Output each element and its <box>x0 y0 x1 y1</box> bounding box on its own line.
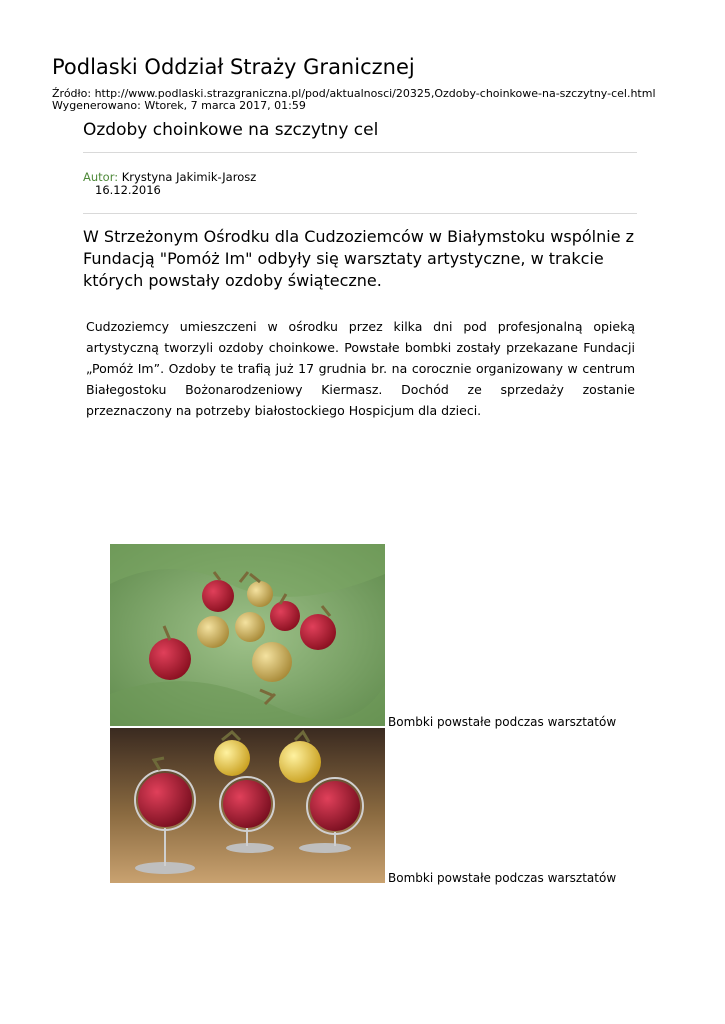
article-lead: W Strzeżonym Ośrodku dla Cudzoziemców w Białymstoku wspólnie z Fundacją "Pomóż Im" odbyły się warsztaty artystyczne, w trakcie których powstały ozdoby świąteczne. <box>83 227 635 290</box>
source-url: Źródło: http://www.podlaski.strazgraniczna.pl/pod/aktualnosci/20325,Ozdoby-choinkowe-na-szczytny-cel.html <box>52 87 656 100</box>
photo-caption: Bombki powstałe podczas warsztatów <box>388 715 617 729</box>
ornaments-photo-green-fabric <box>110 544 385 726</box>
author-line <box>83 170 256 184</box>
author-label: Autor: <box>83 170 119 184</box>
divider <box>83 152 637 153</box>
author-name: Krystyna Jakimik-Jarosz <box>121 170 257 184</box>
article-title: Ozdoby choinkowe na szczytny cel <box>83 120 379 140</box>
divider <box>83 213 637 214</box>
photo-caption: Bombki powstałe podczas warsztatów <box>388 871 617 885</box>
article-body: Cudzoziemcy umieszczeni w ośrodku przez kilka dni pod profesjonalną opieką artystyczną tworzyli ozdoby choinkowe. Powstałe bombki zostały przekazane Fundacji „Pomóż Im”. Ozdoby te trafią już 17 grudnia br. na corocznie organizowany w centrum Białegostoku Bożonarodzeniowy Kiermasz. Dochód ze sprzedaży zostanie przeznaczony na potrzeby białostockiego Hospicjum dla dzieci. <box>86 319 635 418</box>
generated-date: Wygenerowano: Wtorek, 7 marca 2017, 01:59 <box>52 99 306 112</box>
article-date: 16.12.2016 <box>95 183 161 197</box>
site-title: Podlaski Oddział Straży Granicznej <box>52 55 415 79</box>
ornaments-photo-wire-stands <box>110 728 385 883</box>
